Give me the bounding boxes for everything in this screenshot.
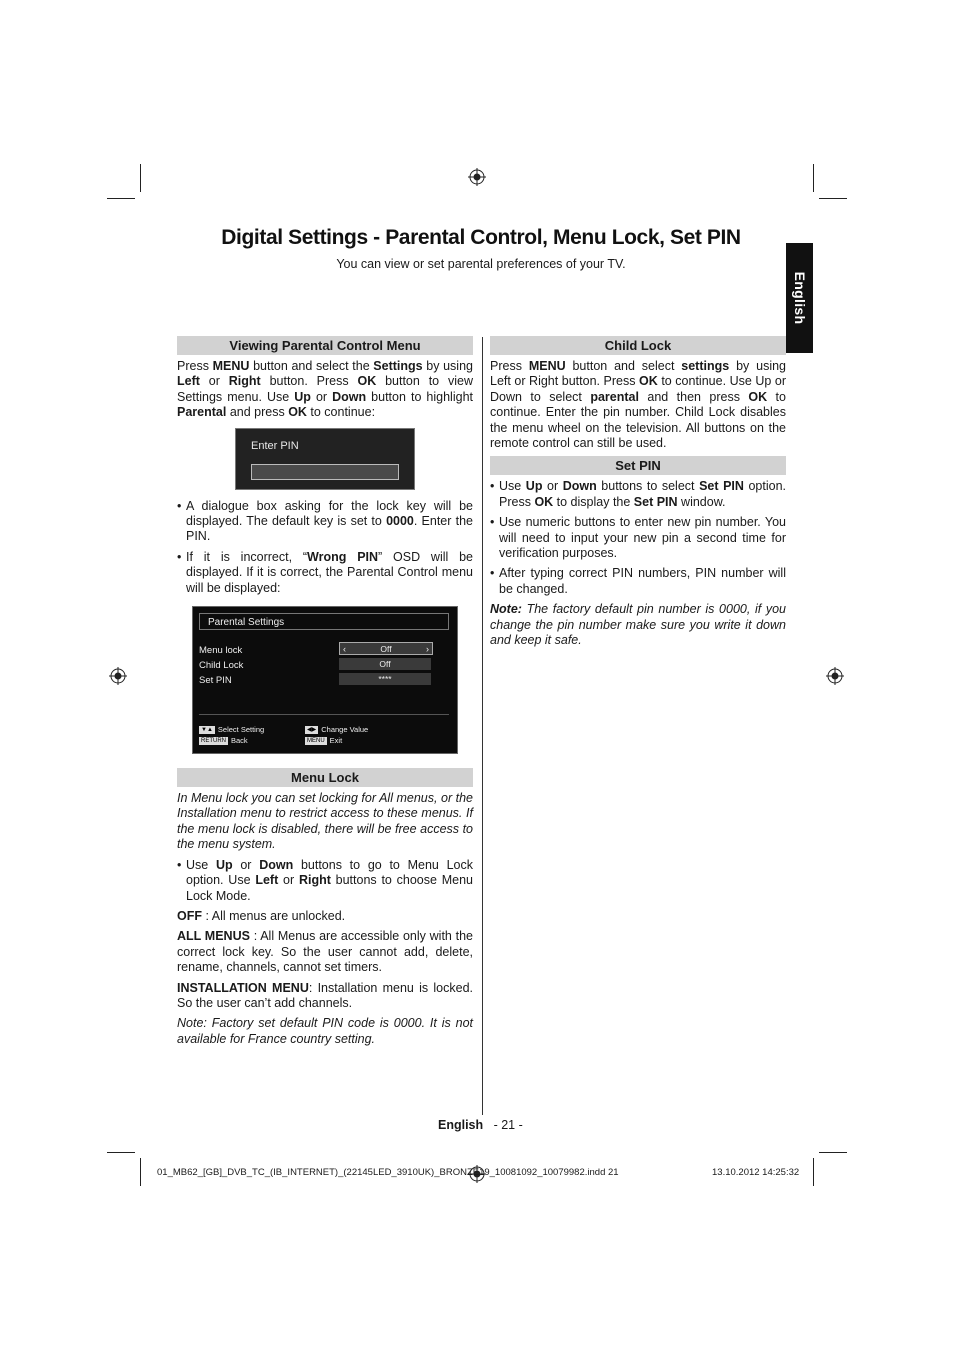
set-pin-note: Note: The factory default pin number is 0000, if you change the pin number make sure you write it down and keep it safe.: [490, 602, 786, 648]
crop-mark: [140, 1158, 141, 1186]
hint-change: ◀▶ Change Value: [307, 725, 369, 735]
parental-settings-screenshot: [192, 606, 458, 754]
crop-mark: [107, 198, 135, 199]
section-header-set-pin: Set PIN: [490, 456, 786, 475]
language-tab: [786, 243, 813, 353]
language-tab-label: English: [791, 271, 808, 325]
viewing-paragraph: Press MENU button and select the Settings by using Left or Right button. Press OK button to view Settings menu. Use Up or Down button to highlight Parental and press OK to continue:: [177, 359, 473, 420]
hint-select: ▼▲ Select Setting: [201, 725, 265, 735]
arrow-down-up-icon: ▼▲: [201, 727, 213, 734]
hint-back: RETURN Back: [201, 736, 248, 746]
enter-pin-label: Enter PIN: [251, 439, 299, 452]
bullet-item: • Use Up or Down buttons to select Set PIN option. Press OK to display the Set PIN window.: [490, 479, 787, 509]
set-pin-value: ****: [339, 673, 431, 685]
crop-mark: [107, 1152, 135, 1153]
crop-mark: [819, 1152, 847, 1153]
child-lock-label: Child Lock: [199, 660, 244, 672]
pin-entry-field: [251, 464, 399, 480]
bullet-item: • After typing correct PIN numbers, PIN number will be changed.: [490, 566, 786, 596]
osd-divider: [199, 714, 449, 715]
page-subtitle: You can view or set parental preferences of your TV.: [336, 257, 626, 271]
bullet-item: • Use numeric buttons to enter new pin number. You will need to input your new pin a second time for verification purposes.: [490, 515, 786, 561]
option-all-menus: ALL MENUS : All Menus are accessible only with the correct lock key. So the user cannot add, delete, rename, channels, cannot set timers.: [177, 929, 473, 975]
menu-lock-intro: In Menu lock you can set locking for All menus, or the Installation menu to restrict access to these menus. If the menu lock is disabled, there will be free access to the menu system.: [177, 791, 473, 852]
page-number: - 21 -: [493, 1118, 523, 1132]
arrow-left-right-icon: ◀▶: [307, 727, 317, 734]
left-column: [177, 336, 473, 1052]
chevron-left-icon: ‹: [343, 644, 346, 655]
bullet-item: • A dialogue box asking for the lock key will be displayed. The default key is set to 0000. Enter the PIN.: [177, 498, 473, 544]
set-pin-label: Set PIN: [199, 675, 232, 687]
menu-lock-note: Note: Factory set default PIN code is 0000. It is not available for France country setting.: [177, 1016, 473, 1046]
print-date: 13.10.2012 14:25:32: [712, 1167, 800, 1178]
page-footer: [438, 1118, 523, 1132]
hint-exit: MENU Exit: [307, 736, 343, 746]
bullet-item: • If it is incorrect, “Wrong PIN” OSD will be displayed. If it is correct, the Parental Control menu will be displayed:: [177, 549, 473, 595]
child-lock-value: Off: [339, 658, 431, 670]
right-column: [490, 336, 786, 654]
parental-settings-title: Parental Settings: [199, 613, 449, 630]
registration-mark-icon: [468, 168, 486, 186]
column-divider: [482, 337, 483, 1115]
crop-mark: [819, 198, 847, 199]
footer-language: English: [438, 1118, 484, 1132]
crop-mark: [813, 164, 814, 192]
option-installation-menu: INSTALLATION MENU: Installation menu is locked. So the user can’t add channels.: [177, 980, 473, 1010]
crop-mark: [140, 164, 141, 192]
print-file-name: 01_MB62_[GB]_DVB_TC_(IB_INTERNET)_(22145LED_3910UK)_BRONZE19_10081092_10079982.indd 21: [157, 1167, 619, 1178]
section-header-menu-lock: Menu Lock: [177, 768, 473, 787]
chevron-right-icon: ›: [426, 644, 429, 655]
enter-pin-dialog: [235, 428, 415, 490]
registration-mark-icon: [109, 667, 127, 685]
menu-key-icon: MENU: [307, 738, 325, 745]
crop-mark: [813, 1158, 814, 1186]
registration-mark-icon: [826, 667, 844, 685]
menu-lock-label: Menu lock: [199, 645, 243, 657]
page-title: Digital Settings - Parental Control, Menu Lock, Set PIN: [221, 226, 741, 249]
child-lock-paragraph: Press MENU button and select settings by using Left or Right button. Press OK to continue. Use Up or Down to select parental and then press OK to continue. Enter the pin number. Child Lock disables the menu wheel on the television. All buttons on the remote control can still be used.: [490, 359, 786, 451]
section-header-viewing: Viewing Parental Control Menu: [177, 336, 473, 355]
section-header-child-lock: Child Lock: [490, 336, 786, 355]
return-key-icon: RETURN: [201, 738, 226, 745]
menu-lock-value: ‹ Off ›: [339, 642, 433, 655]
option-off: OFF : All menus are unlocked.: [177, 908, 346, 923]
bullet-item: • Use Up or Down buttons to go to Menu Lock option. Use Left or Right buttons to choose Menu Lock Mode.: [177, 857, 473, 903]
